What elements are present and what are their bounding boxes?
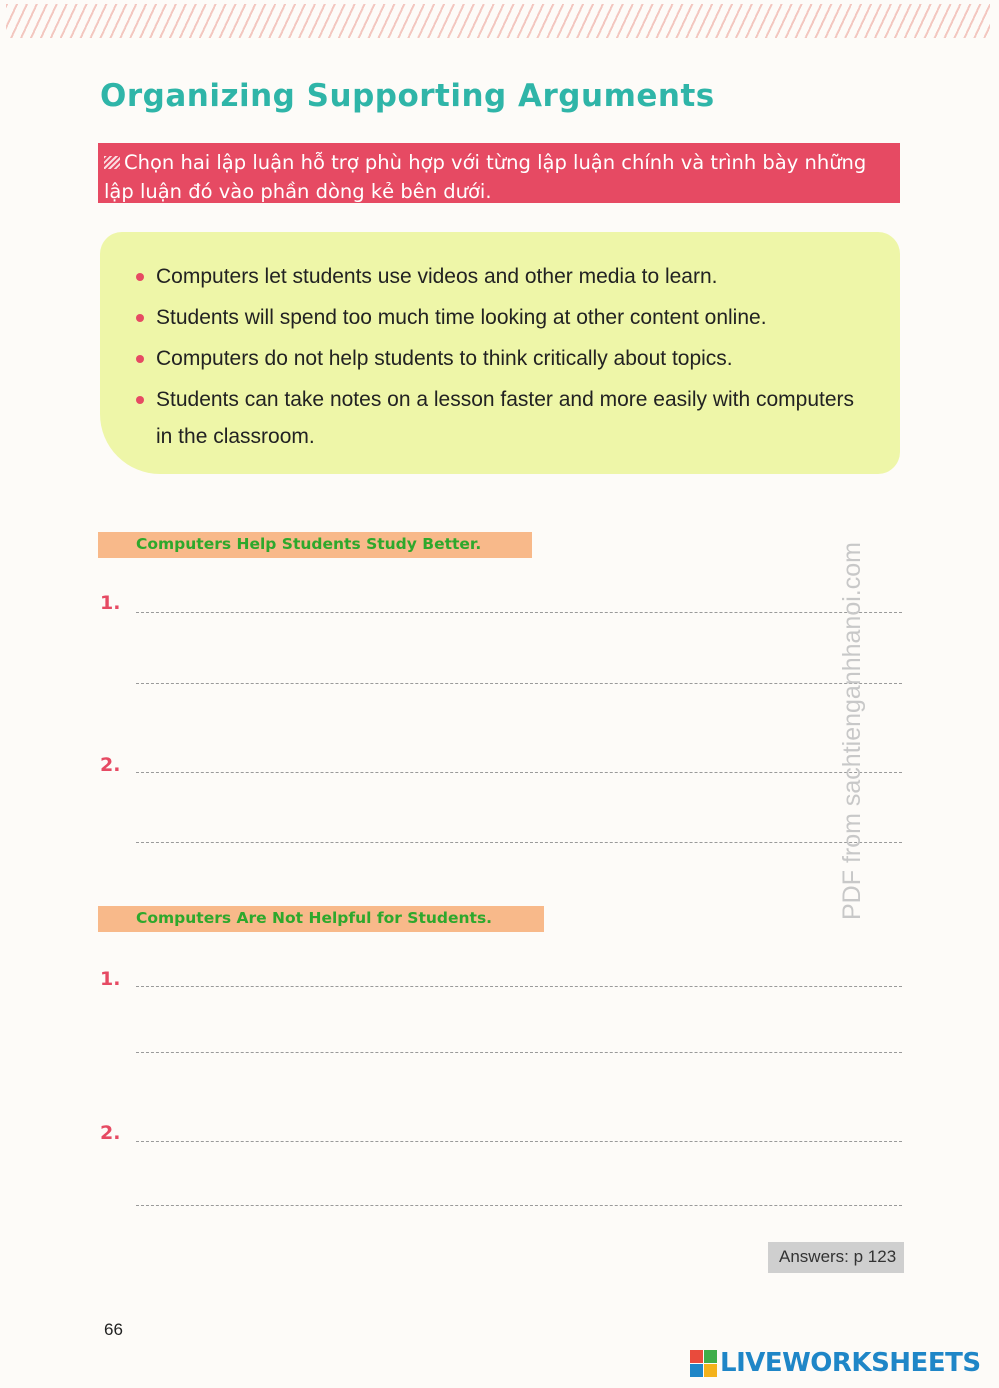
bullet-icon <box>136 273 144 281</box>
argument-text: Computers let students use videos and other media to learn. <box>156 265 718 288</box>
answer-line[interactable] <box>136 683 902 684</box>
section-heading-not-helpful: Computers Are Not Helpful for Students. <box>98 906 544 932</box>
liveworksheets-brand[interactable] <box>690 1348 981 1378</box>
answer-line[interactable] <box>136 1052 902 1053</box>
answer-line[interactable] <box>136 986 902 987</box>
top-stripe-decoration <box>6 4 990 38</box>
answer-number: 1. <box>100 592 121 614</box>
answer-line[interactable] <box>136 1141 902 1142</box>
answer-line[interactable] <box>136 1205 902 1206</box>
argument-item <box>136 258 860 295</box>
answer-line[interactable] <box>136 612 902 613</box>
argument-text: Students will spend too much time looking at other content online. <box>156 306 767 329</box>
answer-line[interactable] <box>136 842 902 843</box>
hatch-icon <box>104 156 120 169</box>
watermark-text: PDF from sachtienganhhanoi.com <box>838 542 866 920</box>
liveworksheets-logo-icon <box>690 1350 717 1377</box>
argument-text: Students can take notes on a lesson faster and more easily with computers in the classroom. <box>156 388 855 448</box>
instruction-text: Chọn hai lập luận hỗ trợ phù hợp với từng lập luận chính và trình bày những lập luận đó vào phần dòng kẻ bên dưới. <box>104 151 867 203</box>
bullet-icon <box>136 396 144 404</box>
page-title: Organizing Supporting Arguments <box>100 78 715 114</box>
section-heading-help: Computers Help Students Study Better. <box>98 532 532 558</box>
argument-item <box>136 299 860 336</box>
answer-number: 1. <box>100 968 121 990</box>
argument-text: Computers do not help students to think critically about topics. <box>156 347 733 370</box>
argument-item <box>136 340 860 377</box>
answer-number: 2. <box>100 1122 121 1144</box>
arguments-list <box>136 258 860 455</box>
page-number: 66 <box>104 1320 123 1339</box>
answers-reference: Answers: p 123 <box>768 1242 904 1273</box>
arguments-box <box>100 232 900 474</box>
bullet-icon <box>136 314 144 322</box>
bullet-icon <box>136 355 144 363</box>
instruction-banner <box>98 143 900 203</box>
brand-name: LIVEWORKSHEETS <box>720 1348 981 1378</box>
answer-number: 2. <box>100 754 121 776</box>
answer-line[interactable] <box>136 772 902 773</box>
argument-item <box>136 381 860 455</box>
bleed-through-text <box>240 800 800 820</box>
